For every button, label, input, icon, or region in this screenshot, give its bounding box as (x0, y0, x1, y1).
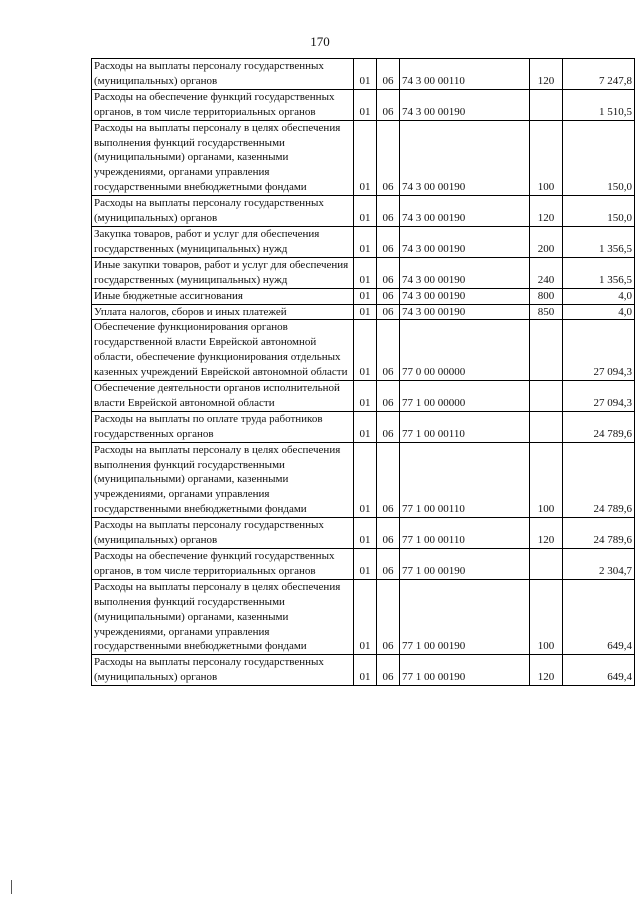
row-expense-type: 200 (530, 226, 563, 257)
row-expense-type: 120 (530, 655, 563, 686)
row-amount: 150,0 (563, 120, 635, 196)
row-expense-type: 120 (530, 518, 563, 549)
row-amount: 27 094,3 (563, 381, 635, 412)
row-expense-type: 100 (530, 442, 563, 518)
row-subsection-code: 06 (377, 59, 400, 90)
row-name: Расходы на выплаты персоналу в целях обеспечения выполнения функций государственными (муниципальными) органами, казенными учреждениями, органами управления государственными внебюджетными фондами (92, 120, 354, 196)
row-name: Расходы на обеспечение функций государственных органов, в том числе территориальных органов (92, 549, 354, 580)
row-amount: 649,4 (563, 655, 635, 686)
row-section-code: 01 (354, 196, 377, 227)
row-subsection-code: 06 (377, 288, 400, 304)
row-section-code: 01 (354, 381, 377, 412)
margin-mark (11, 880, 12, 894)
row-section-code: 01 (354, 257, 377, 288)
table-row (92, 304, 635, 320)
row-section-code: 01 (354, 89, 377, 120)
row-name: Закупка товаров, работ и услуг для обеспечения государственных (муниципальных) нужд (92, 226, 354, 257)
row-target-article: 77 1 00 00110 (400, 411, 530, 442)
row-expense-type: 100 (530, 579, 563, 655)
row-expense-type (530, 320, 563, 381)
row-name: Обеспечение деятельности органов исполнительной власти Еврейской автономной области (92, 381, 354, 412)
row-amount: 150,0 (563, 196, 635, 227)
row-name: Расходы на выплаты персоналу государственных (муниципальных) органов (92, 59, 354, 90)
table-row (92, 257, 635, 288)
table-row (92, 120, 635, 196)
row-target-article: 77 1 00 00000 (400, 381, 530, 412)
table-row (92, 89, 635, 120)
row-section-code: 01 (354, 518, 377, 549)
row-target-article: 74 3 00 00190 (400, 226, 530, 257)
row-target-article: 74 3 00 00110 (400, 59, 530, 90)
row-expense-type: 850 (530, 304, 563, 320)
row-expense-type (530, 89, 563, 120)
row-name: Расходы на выплаты персоналу государственных (муниципальных) органов (92, 518, 354, 549)
row-subsection-code: 06 (377, 549, 400, 580)
row-amount: 7 247,8 (563, 59, 635, 90)
row-section-code: 01 (354, 442, 377, 518)
row-amount: 27 094,3 (563, 320, 635, 381)
row-subsection-code: 06 (377, 89, 400, 120)
row-target-article: 77 1 00 00110 (400, 518, 530, 549)
row-name: Расходы на выплаты персоналу государственных (муниципальных) органов (92, 196, 354, 227)
table-row (92, 411, 635, 442)
row-amount: 2 304,7 (563, 549, 635, 580)
row-section-code: 01 (354, 304, 377, 320)
table-row (92, 442, 635, 518)
row-section-code: 01 (354, 226, 377, 257)
row-expense-type: 100 (530, 120, 563, 196)
row-target-article: 74 3 00 00190 (400, 89, 530, 120)
row-target-article: 74 3 00 00190 (400, 196, 530, 227)
table-row (92, 288, 635, 304)
row-subsection-code: 06 (377, 226, 400, 257)
row-amount: 4,0 (563, 304, 635, 320)
row-name: Расходы на выплаты по оплате труда работников государственных органов (92, 411, 354, 442)
row-amount: 24 789,6 (563, 411, 635, 442)
row-expense-type: 800 (530, 288, 563, 304)
row-name: Расходы на выплаты персоналу в целях обеспечения выполнения функций государственными (муниципальными) органами, казенными учреждениями, органами управления государственными внебюджетными фондами (92, 442, 354, 518)
row-expense-type (530, 381, 563, 412)
row-subsection-code: 06 (377, 120, 400, 196)
row-name: Уплата налогов, сборов и иных платежей (92, 304, 354, 320)
row-amount: 649,4 (563, 579, 635, 655)
row-expense-type (530, 549, 563, 580)
row-name: Расходы на обеспечение функций государственных органов, в том числе территориальных органов (92, 89, 354, 120)
row-expense-type (530, 411, 563, 442)
table-row (92, 381, 635, 412)
row-section-code: 01 (354, 59, 377, 90)
budget-table (91, 58, 635, 686)
table-row (92, 59, 635, 90)
row-target-article: 77 1 00 00190 (400, 579, 530, 655)
row-subsection-code: 06 (377, 518, 400, 549)
row-target-article: 77 0 00 00000 (400, 320, 530, 381)
row-subsection-code: 06 (377, 411, 400, 442)
budget-table-body (92, 59, 635, 686)
row-section-code: 01 (354, 579, 377, 655)
table-row (92, 655, 635, 686)
row-target-article: 74 3 00 00190 (400, 257, 530, 288)
row-section-code: 01 (354, 288, 377, 304)
row-section-code: 01 (354, 549, 377, 580)
row-name: Расходы на выплаты персоналу в целях обеспечения выполнения функций государственными (муниципальными) органами, казенными учреждениями, органами управления государственными внебюджетными фондами (92, 579, 354, 655)
row-target-article: 77 1 00 00110 (400, 442, 530, 518)
row-subsection-code: 06 (377, 579, 400, 655)
row-amount: 24 789,6 (563, 442, 635, 518)
row-amount: 24 789,6 (563, 518, 635, 549)
row-name: Обеспечение функционирования органов государственной власти Еврейской автономной области, обеспечение функционирования отдельных казенных учреждений Еврейской автономной области (92, 320, 354, 381)
row-target-article: 74 3 00 00190 (400, 120, 530, 196)
table-row (92, 226, 635, 257)
row-section-code: 01 (354, 320, 377, 381)
row-target-article: 77 1 00 00190 (400, 655, 530, 686)
table-row (92, 549, 635, 580)
table-row (92, 320, 635, 381)
row-section-code: 01 (354, 655, 377, 686)
row-expense-type: 120 (530, 59, 563, 90)
row-name: Иные бюджетные ассигнования (92, 288, 354, 304)
row-subsection-code: 06 (377, 320, 400, 381)
row-subsection-code: 06 (377, 257, 400, 288)
table-row (92, 518, 635, 549)
row-expense-type: 120 (530, 196, 563, 227)
row-amount: 1 356,5 (563, 226, 635, 257)
row-amount: 1 510,5 (563, 89, 635, 120)
row-name: Расходы на выплаты персоналу государственных (муниципальных) органов (92, 655, 354, 686)
row-section-code: 01 (354, 411, 377, 442)
table-row (92, 196, 635, 227)
table-row (92, 579, 635, 655)
row-target-article: 74 3 00 00190 (400, 304, 530, 320)
row-amount: 1 356,5 (563, 257, 635, 288)
page-number: 170 (310, 34, 330, 49)
row-subsection-code: 06 (377, 304, 400, 320)
row-target-article: 74 3 00 00190 (400, 288, 530, 304)
row-amount: 4,0 (563, 288, 635, 304)
row-subsection-code: 06 (377, 196, 400, 227)
row-target-article: 77 1 00 00190 (400, 549, 530, 580)
row-subsection-code: 06 (377, 442, 400, 518)
row-name: Иные закупки товаров, работ и услуг для обеспечения государственных (муниципальных) нужд (92, 257, 354, 288)
row-section-code: 01 (354, 120, 377, 196)
row-subsection-code: 06 (377, 655, 400, 686)
row-subsection-code: 06 (377, 381, 400, 412)
row-expense-type: 240 (530, 257, 563, 288)
